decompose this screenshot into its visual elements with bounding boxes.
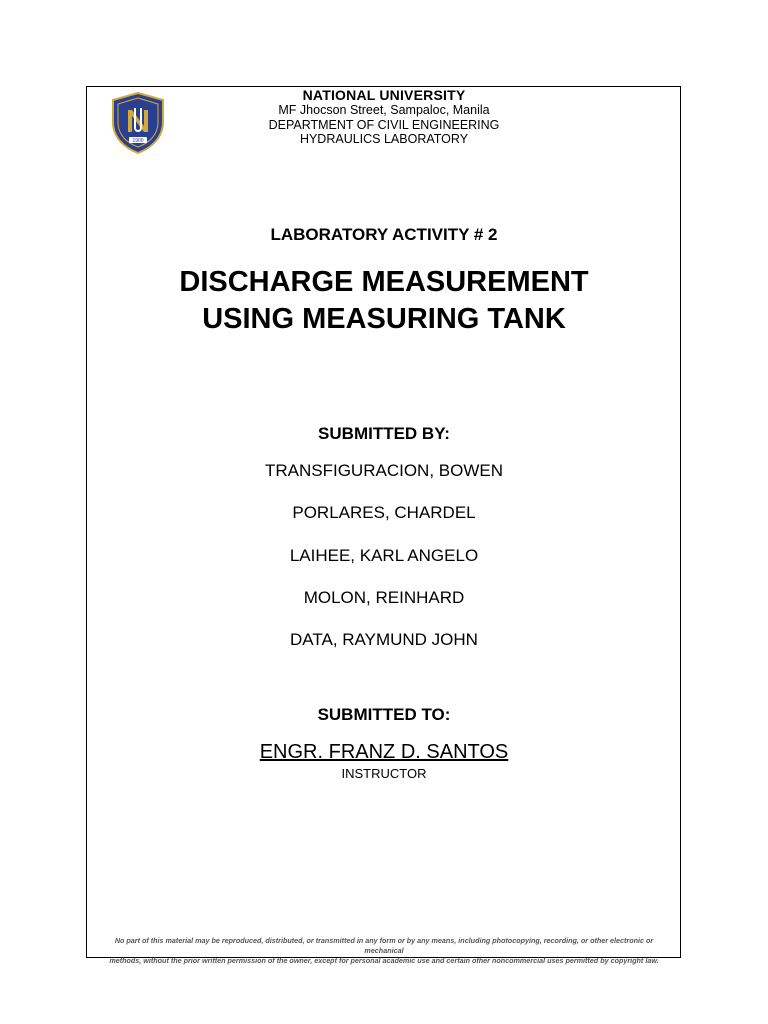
member-name: PORLARES, CHARDEL (292, 503, 476, 522)
copyright-notice (96, 936, 672, 966)
copyright-line-2: methods, without the prior written permission of the owner, except for personal academic use and certain other noncommercial uses permitted by copyright law. (109, 956, 659, 965)
member-name: DATA, RAYMUND JOHN (290, 630, 478, 649)
instructor-name: ENGR. FRANZ D. SANTOS (259, 741, 509, 763)
activity-number: LABORATORY ACTIVITY # 2 (270, 225, 498, 244)
member-name: MOLON, REINHARD (303, 588, 465, 607)
laboratory-name: HYDRAULICS LABORATORY (299, 132, 469, 146)
university-name: NATIONAL UNIVERSITY (302, 87, 466, 103)
instructor-role: INSTRUCTOR (341, 766, 427, 781)
document-title-line-2: USING MEASURING TANK (202, 303, 566, 335)
university-address: MF Jhocson Street, Sampaloc, Manila (278, 103, 490, 117)
department-name: DEPARTMENT OF CIVIL ENGINEERING (268, 118, 500, 132)
seal-year: 1900 (132, 138, 144, 144)
submitted-by-label: SUBMITTED BY: (318, 424, 450, 443)
submitted-to-label: SUBMITTED TO: (317, 705, 451, 724)
copyright-line-1: No part of this material may be reproduced, distributed, or transmitted in any form or by any means, including photocopying, recording, or other electronic or mechanical (114, 936, 654, 955)
member-name: LAIHEE, KARL ANGELO (289, 546, 479, 565)
document-title-line-1: DISCHARGE MEASUREMENT (179, 266, 589, 298)
member-name: TRANSFIGURACION, BOWEN (264, 461, 503, 480)
